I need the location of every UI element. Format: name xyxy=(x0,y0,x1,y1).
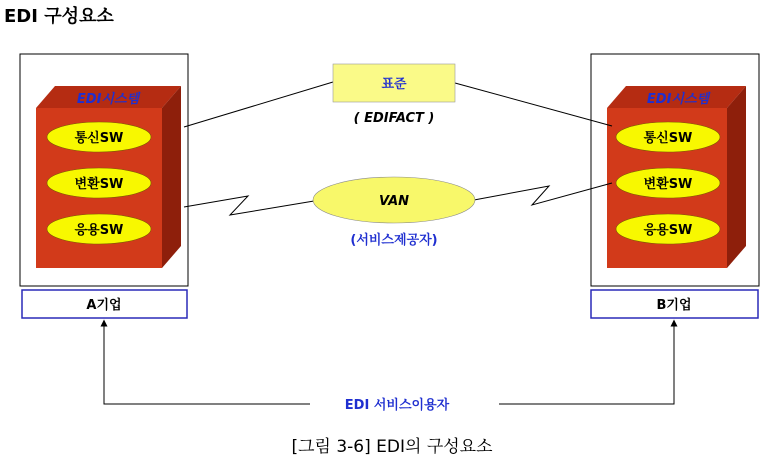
left-module-label: 변환SW xyxy=(74,177,124,192)
left-edi-system xyxy=(20,54,188,286)
left-box-side xyxy=(162,86,181,268)
left-module-label: 응용SW xyxy=(74,223,124,238)
standard-label: 표준 xyxy=(381,77,407,92)
right-system-header: EDI시스템 xyxy=(646,92,710,107)
van-label: VAN xyxy=(378,194,410,209)
right-module-label: 변환SW xyxy=(643,177,693,192)
van-link-left xyxy=(184,196,314,215)
standard-link-right xyxy=(455,83,612,126)
van-sublabel: (서비스제공자) xyxy=(350,233,438,248)
standard-sublabel: ( EDIFACT ) xyxy=(353,111,435,126)
right-module-label: 응용SW xyxy=(643,223,693,238)
left-company-label: A기업 xyxy=(86,298,122,313)
diagram-title: EDI 구성요소 xyxy=(4,6,114,27)
right-box-side xyxy=(727,86,746,268)
left-module-label: 통신SW xyxy=(74,131,124,146)
standard-link-left xyxy=(184,82,333,127)
right-edi-system xyxy=(591,54,759,286)
figure-caption: [그림 3-6] EDI의 구성요소 xyxy=(291,437,493,457)
user-arrow-right xyxy=(499,323,674,404)
right-company-label: B기업 xyxy=(656,298,692,313)
right-module-label: 통신SW xyxy=(643,131,693,146)
user-label: EDI 서비스이용자 xyxy=(344,398,450,413)
left-system-header: EDI시스템 xyxy=(76,92,140,107)
user-arrow-left xyxy=(104,323,310,404)
